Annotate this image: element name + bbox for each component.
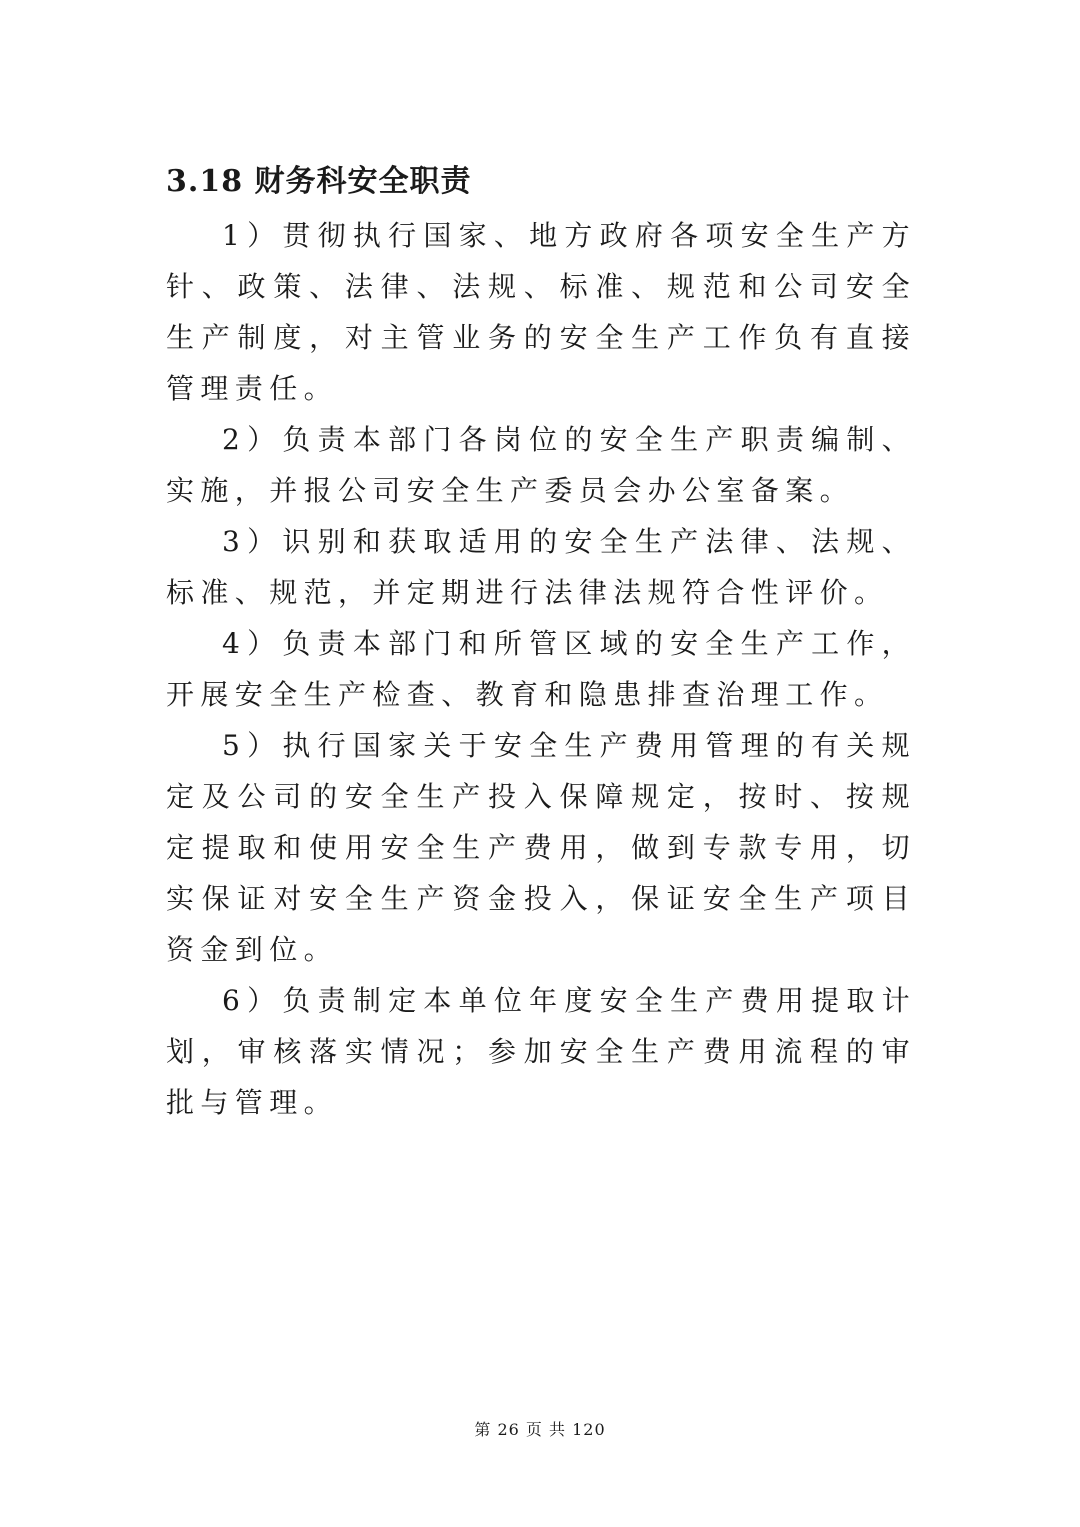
paragraph-2: 2）负责本部门各岗位的安全生产职责编制、实施，并报公司安全生产委员会办公室备案。 bbox=[166, 423, 916, 507]
page-number-footer: 第 26 页 共 120 bbox=[474, 1420, 606, 1439]
paragraph-4: 4）负责本部门和所管区域的安全生产工作，开展安全生产检查、教育和隐患排查治理工作。 bbox=[166, 627, 916, 711]
paragraph-5: 5）执行国家关于安全生产费用管理的有关规定及公司的安全生产投入保障规定，按时、按规定提取和使用安全生产费用，做到专款专用，切实保证对安全生产资金投入，保证安全生产项目资金到位。 bbox=[166, 729, 916, 966]
paragraph-6: 6）负责制定本单位年度安全生产费用提取计划，审核落实情况；参加安全生产费用流程的审批与管理。 bbox=[166, 984, 916, 1119]
section-title: 3.18 财务科安全职责 bbox=[166, 164, 472, 199]
section-body bbox=[166, 210, 916, 1128]
paragraph-3: 3）识别和获取适用的安全生产法律、法规、标准、规范，并定期进行法律法规符合性评价。 bbox=[166, 525, 916, 609]
paragraph-1: 1）贯彻执行国家、地方政府各项安全生产方针、政策、法律、法规、标准、规范和公司安全生产制度，对主管业务的安全生产工作负有直接管理责任。 bbox=[166, 219, 916, 405]
